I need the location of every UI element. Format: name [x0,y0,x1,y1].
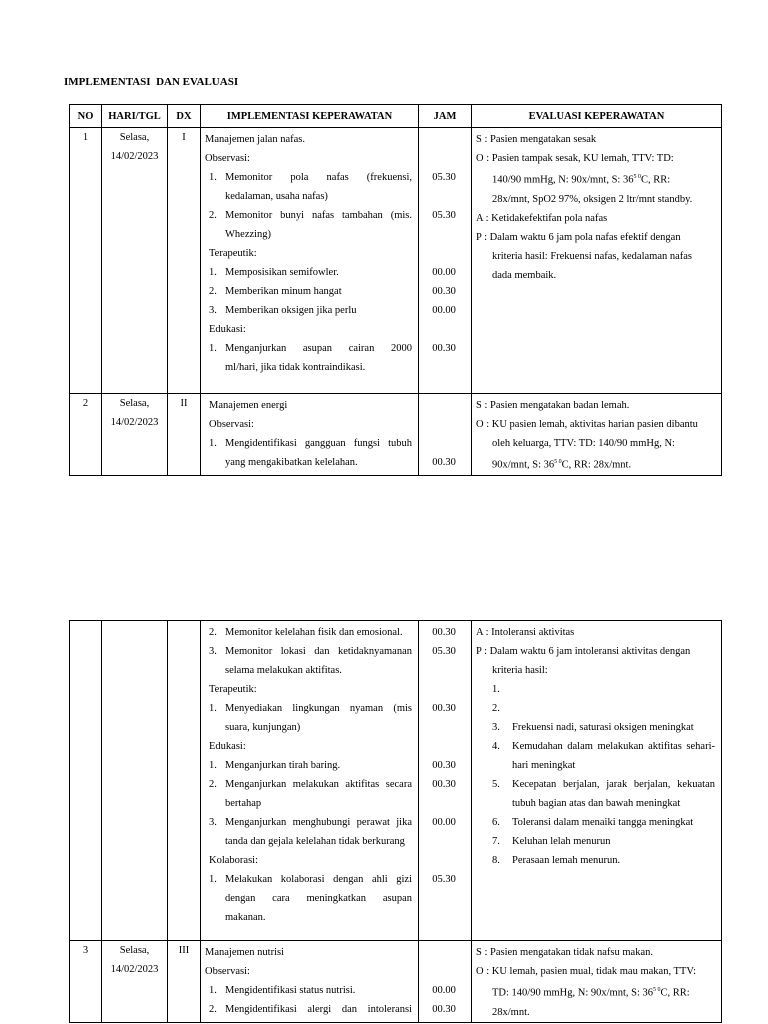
header-time: JAM [419,105,472,128]
list-item: 1. Menyediakan lingkungan nyaman (mis [209,703,412,714]
eval-objective: O : Pasien tampak sesak, KU lemah, TTV: TD: [476,153,674,164]
eval-plan: dada membaik. [492,269,557,281]
eval-subjective: S : Pasien mengatakan tidak nafsu makan. [476,947,653,958]
row-day: Selasa, [119,132,150,143]
table-row [70,394,722,476]
row-day: Selasa, [119,398,150,409]
time-value: 00.00 [432,985,456,996]
page-title: IMPLEMENTASI DAN EVALUASI [64,76,239,88]
table-row [70,621,722,941]
header-dx: DX [168,105,201,128]
list-item: 2. Memberikan minum hangat [209,286,342,297]
list-item: 1. Memposisikan semifowler. [209,267,339,278]
row-number: 2 [82,398,89,409]
list-item: 1. Menganjurkan tirah baring. [209,760,341,771]
time-value: 05.30 [432,874,456,885]
section-label: Observasi: [205,966,250,977]
table-row [70,941,722,1023]
time-value: 00.30 [432,457,456,468]
time-value: 00.00 [432,305,456,316]
section-label: Observasi: [209,419,254,430]
header-day: HARI/TGL [102,105,168,128]
eval-plan: kriteria hasil: Frekuensi nafas, kedalaman nafas [492,250,693,262]
impl-title: Manajemen energi [209,400,288,411]
list-item: 2. Mengidentifikasi alergi dan intoleransi [209,1004,412,1015]
table-row [70,128,722,394]
criteria-item: hari meningkat [512,760,576,771]
list-item: 2. Menganjurkan melakukan aktifitas secara [209,779,412,790]
criteria-item: tubuh bagian atas dan bawah meningkat [512,798,681,809]
list-item: 2. Memonitor bunyi nafas tambahan (mis. [209,210,412,221]
criteria-item: 2. [492,703,500,714]
list-item: 3. Memberikan oksigen jika perlu [209,305,357,316]
list-item: bertahap [225,798,262,809]
eval-objective: 140/90 mmHg, N: 90x/mnt, S: $36^{5 0}C$, RR: [492,174,671,186]
eval-objective: 90x/mnt, S: $36^{5 0}C$, RR: 28x/mnt. [492,459,632,471]
list-item: kedalaman, usaha nafas) [225,191,328,202]
eval-objective: 28x/mnt. [492,1006,530,1018]
impl-title: Manajemen jalan nafas. [205,134,305,145]
time-value: 00.30 [432,1004,456,1015]
row-date: 14/02/2023 [110,964,159,975]
time-value: 00.30 [432,779,456,790]
criteria-item: 5. Kecepatan berjalan, jarak berjalan, kekuatan [492,779,715,790]
time-value: 05.30 [432,172,456,183]
list-item: dengan cara meningkatkan asupan [225,893,412,904]
row-date: 14/02/2023 [110,417,159,428]
row-number: 3 [82,945,89,956]
list-item: 1. Melakukan kolaborasi dengan ahli gizi [209,874,412,885]
time-value: 00.00 [432,267,456,278]
criteria-item: 8. Perasaan lemah menurun. [492,855,621,866]
time-value: 05.30 [432,210,456,221]
time-value: 00.30 [432,627,456,638]
eval-plan: P : Dalam waktu 6 jam intoleransi aktivitas dengan [476,646,691,657]
eval-objective: TD: 140/90 mmHg, N: 90x/mnt, S: $36^{5 0}C$, RR: [492,987,690,999]
eval-subjective: S : Pasien mengatakan sesak [476,134,597,145]
time-value: 00.00 [432,817,456,828]
section-label: Terapeutik: [209,684,257,695]
evaluation-table-part1 [69,104,722,476]
list-item: Whezzing) [225,229,272,240]
criteria-item: 4. Kemudahan dalam melakukan aktifitas sehari- [492,741,715,752]
list-item: yang mengakibatkan kelelahan. [225,457,358,468]
row-date: 14/02/2023 [110,151,159,162]
eval-objective: O : KU lemah, pasien mual, tidak mau makan, TTV: [476,966,697,977]
impl-title: Manajemen nutrisi [205,947,285,958]
eval-assessment: A : Ketidakefektifan pola nafas [476,212,608,224]
header-evaluation: EVALUASI KEPERAWATAN [472,105,722,128]
row-dx: II [180,398,188,409]
list-item: 2. Memonitor kelelahan fisik dan emosional. [209,627,403,638]
criteria-item: 7. Keluhan lelah menurun [492,836,611,847]
row-day: Selasa, [119,945,150,956]
row-dx: I [182,132,186,143]
section-label: Observasi: [205,153,250,164]
list-item: suara, kunjungan) [225,722,301,733]
time-value: 00.30 [432,286,456,297]
section-label: Edukasi: [209,741,246,752]
list-item: 1. Mengidentifikasi gangguan fungsi tubuh [209,438,412,449]
section-label: Terapeutik: [209,248,257,259]
list-item: ml/hari, jika tidak kontraindikasi. [225,362,366,373]
list-item: 1. Menganjurkan asupan cairan 2000 [209,343,412,354]
section-label: Kolaborasi: [209,855,258,866]
time-value: 00.30 [432,703,456,714]
criteria-item: 6. Toleransi dalam menaiki tangga meningkat [492,817,694,828]
table-header-row [70,105,722,128]
list-item: makanan. [225,912,266,923]
list-item: tanda dan gejala kelelahan tidak berkurang [225,836,405,847]
time-value: 00.30 [432,760,456,771]
list-item: 3. Memonitor lokasi dan ketidaknyamanan [209,646,412,657]
header-implementation: IMPLEMENTASI KEPERAWATAN [201,105,419,128]
row-dx: III [178,945,190,956]
eval-objective: O : KU pasien lemah, aktivitas harian pasien dibantu [476,419,698,430]
criteria-item: 3. Frekuensi nadi, saturasi oksigen meningkat [492,722,694,733]
eval-plan: kriteria hasil: [492,665,548,676]
list-item: 1. Memonitor pola nafas (frekuensi, [209,172,412,183]
time-value: 05.30 [432,646,456,657]
time-value: 00.30 [432,343,456,354]
list-item: selama melakukan aktifitas. [225,665,342,676]
header-no: NO [70,105,102,128]
eval-subjective: S : Pasien mengatakan badan lemah. [476,400,630,411]
criteria-item: 1. [492,684,500,695]
eval-assessment: A : Intoleransi aktivitas [476,627,575,638]
eval-objective: 28x/mnt, SpO2 97%, oksigen 2 ltr/mnt standby. [492,193,693,205]
list-item: 1. Mengidentifikasi status nutrisi. [209,985,356,996]
row-number: 1 [82,132,89,143]
list-item: 3. Menganjurkan menghubungi perawat jika [209,817,412,828]
evaluation-table-part2 [69,620,722,1023]
eval-plan: P : Dalam waktu 6 jam pola nafas efektif dengan [476,231,681,243]
eval-objective: oleh keluarga, TTV: TD: 140/90 mmHg, N: [492,438,675,449]
section-label: Edukasi: [209,324,246,335]
